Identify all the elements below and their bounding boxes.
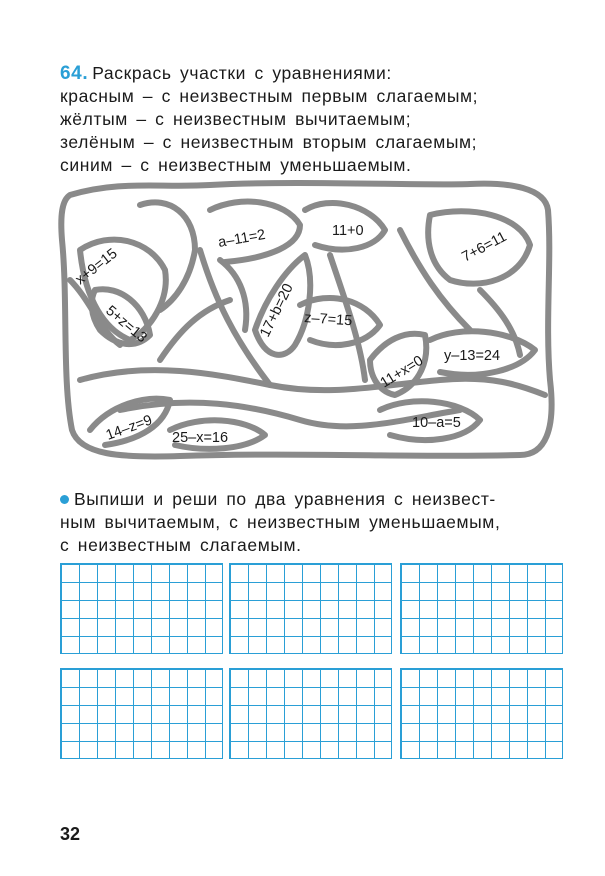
equation-label: a–11=2 bbox=[216, 226, 267, 251]
task-2-line-1: Выпиши и реши по два уравнения с неизвест- bbox=[60, 488, 570, 511]
task-64-line-5: синим – с неизвестным уменьшаемым. bbox=[60, 155, 412, 175]
equation-label: x+9=15 bbox=[72, 245, 121, 289]
answer-grid-4[interactable] bbox=[60, 668, 223, 759]
equation-label: y–13=24 bbox=[444, 348, 501, 364]
answer-grid-6[interactable] bbox=[400, 668, 563, 759]
equation-label: 7+6=11 bbox=[459, 228, 510, 266]
task-64-line-3: жёлтым – с неизвестным вычитаемым; bbox=[60, 109, 412, 129]
task-2-line-3: с неизвестным слагаемым. bbox=[60, 535, 302, 555]
equation-label: 17+b=20 bbox=[257, 281, 297, 340]
task-number: 64. bbox=[60, 63, 89, 84]
answer-grid-5[interactable] bbox=[229, 668, 392, 759]
equation-label: 11+0 bbox=[332, 223, 364, 239]
task-64-line-1: 64. Раскрась участки с уравнениями: bbox=[60, 63, 392, 84]
answer-grid-3[interactable] bbox=[400, 563, 563, 654]
answer-grid-2[interactable] bbox=[229, 563, 392, 654]
page-number: 32 bbox=[60, 824, 81, 844]
answer-grid-1[interactable] bbox=[60, 563, 223, 654]
equation-label: 25–x=16 bbox=[172, 430, 229, 446]
task-64-line-2: красным – с неизвестным первым слагаемым; bbox=[60, 86, 479, 106]
task-2-text bbox=[60, 488, 570, 557]
equation-label: z–7=15 bbox=[303, 310, 353, 330]
equation-label: 11+x=0 bbox=[377, 352, 427, 392]
task-64-line-4: зелёным – с неизвестным вторым слагаемым; bbox=[60, 132, 478, 152]
bullet-icon bbox=[60, 495, 69, 504]
equation-label: 10–a=5 bbox=[412, 415, 461, 431]
task-2-line-2: ным вычитаемым, с неизвестным уменьшаемым, bbox=[60, 512, 501, 532]
equation-label: 5+z=13 bbox=[102, 302, 150, 347]
equation-label: 14–z=9 bbox=[103, 412, 155, 444]
